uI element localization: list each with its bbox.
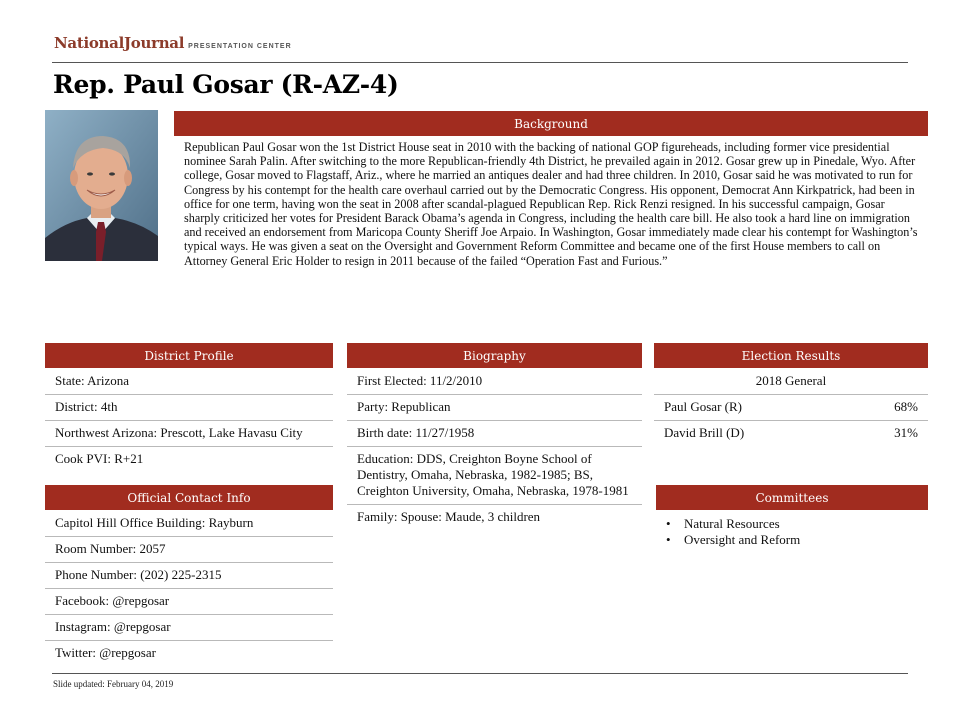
portrait-illustration xyxy=(45,110,158,261)
contact-room-number: Room Number: 2057 xyxy=(45,537,333,563)
election-results-list xyxy=(654,369,928,446)
contact-twitter: Twitter: @repgosar xyxy=(55,645,156,660)
district-cook-pvi: Cook PVI: R+21 xyxy=(55,451,144,466)
contact-instagram: Instagram: @repgosar xyxy=(45,615,333,641)
bio-family: Family: Spouse: Maude, 3 children xyxy=(357,509,541,524)
page-title: Rep. Paul Gosar (R-AZ-4) xyxy=(53,70,399,99)
contact-info-header: Official Contact Info xyxy=(45,485,333,510)
district-state: State: Arizona xyxy=(45,369,333,395)
election-result-row xyxy=(654,395,928,421)
district-number: District: 4th xyxy=(45,395,333,421)
bottom-divider xyxy=(52,673,908,674)
committee-item: • Oversight and Reform xyxy=(666,532,800,548)
contact-facebook: Facebook: @repgosar xyxy=(45,589,333,615)
contact-info-list xyxy=(45,511,333,666)
brand-name: NationalJournal xyxy=(54,34,185,52)
biography-header: Biography xyxy=(347,343,642,368)
portrait-photo xyxy=(45,110,158,261)
election-result-row xyxy=(654,421,928,446)
bio-birth-date: Birth date: 11/27/1958 xyxy=(347,421,642,447)
bio-first-elected: First Elected: 11/2/2010 xyxy=(347,369,642,395)
candidate-pct: 68% xyxy=(894,399,918,414)
committee-item: • Natural Resources xyxy=(666,516,800,532)
biography-list xyxy=(347,369,642,530)
candidate-name: Paul Gosar (R) xyxy=(664,399,742,414)
candidate-pct: 31% xyxy=(894,425,918,440)
contact-phone: Phone Number: (202) 225-2315 xyxy=(45,563,333,589)
district-profile-header: District Profile xyxy=(45,343,333,368)
committees-list xyxy=(666,516,800,548)
slide-updated-note: Slide updated: February 04, 2019 xyxy=(53,679,174,689)
district-region: Northwest Arizona: Prescott, Lake Havasu City xyxy=(45,421,333,447)
committees-header: Committees xyxy=(656,485,928,510)
contact-office-building: Capitol Hill Office Building: Rayburn xyxy=(45,511,333,537)
election-subheading: 2018 General xyxy=(654,369,928,395)
candidate-name: David Brill (D) xyxy=(664,425,745,440)
bio-party: Party: Republican xyxy=(347,395,642,421)
district-profile-list xyxy=(45,369,333,472)
election-results-header: Election Results xyxy=(654,343,928,368)
bio-education: Education: DDS, Creighton Boyne School of Dentistry, Omaha, Nebraska, 1982-1985; BS, Creighton University, Omaha, Nebraska, 1978-1981 xyxy=(347,447,642,505)
brand-tagline: PRESENTATION CENTER xyxy=(188,43,292,50)
top-divider xyxy=(52,62,908,63)
brand-logo xyxy=(54,34,292,52)
background-header: Background xyxy=(174,111,928,136)
background-text: Republican Paul Gosar won the 1st District House seat in 2010 with the backing of national GOP figureheads, including former vice presidential nominee Sarah Palin. After switching to the more Republican-friendly 4th District, he prevailed again in 2012. Gosar grew up in Pinedale, Wyo. After college, Gosar moved to Flagstaff, Ariz., where he married an antiques dealer and had three children. In 2010, Gosar said he was motivated to run for Congress by his contempt for the health care overhaul carried out by the Democratic Congress. His opponent, Democrat Ann Kirkpatrick, had been in office for one term, having won the seat in 2008 after scandal-plagued Republican Rep. Rick Renzi resigned. In his successful campaign, Gosar sharply criticized her votes for President Barack Obama’s agenda in Congress, including the health care bill. He also took a hard line on immigration and received an endorsement from Maricopa County Sheriff Joe Arpaio. In Washington, Gosar immediately made clear his contempt for Washington’s typical ways. He was given a seat on the Oversight and Government Reform Committee and became one of the first House members to call on Attorney General Eric Holder to resign in 2011 because of the failed “Operation Fast and Furious.” xyxy=(184,140,918,268)
